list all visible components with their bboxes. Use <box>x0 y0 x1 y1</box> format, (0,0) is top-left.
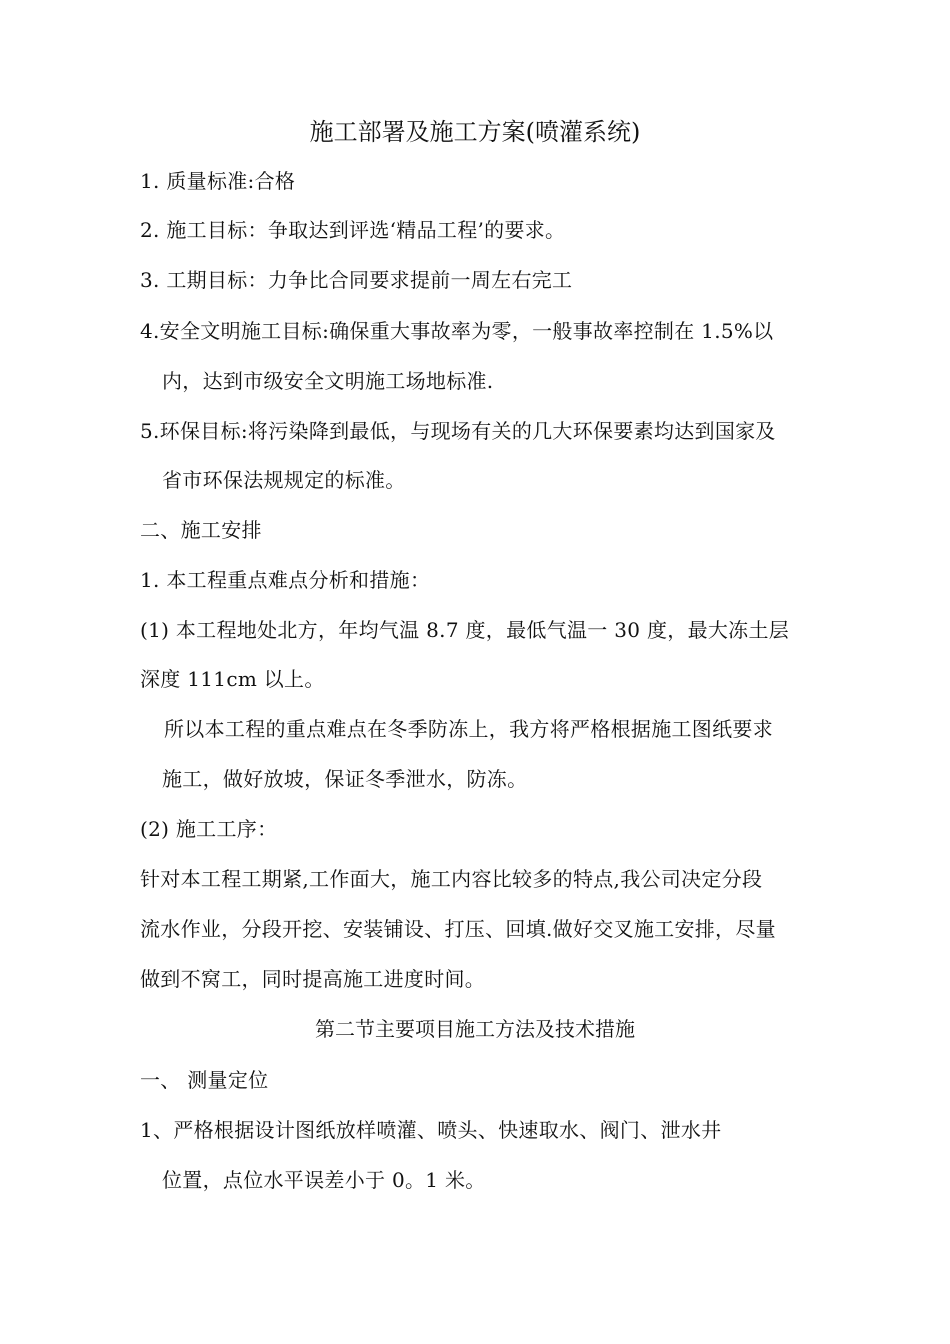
document-title: 施工部署及施工方案(喷灌系统) <box>309 118 641 146</box>
procedure-line-3: 做到不窝工，同时提高施工进度时间。 <box>140 967 486 991</box>
survey-heading: 一、 测量定位 <box>140 1068 269 1092</box>
environment-goal-continuation: 省市环保法规规定的标准。 <box>162 468 406 492</box>
survey-line-1: 1、严格根据设计图纸放样喷灌、喷头、快速取水、阀门、泄水井 <box>140 1118 722 1142</box>
climate-continuation: 深度 111cm 以上。 <box>140 667 325 691</box>
procedure-line-1: 针对本工程工期紧,工作面大，施工内容比较多的特点,我公司决定分段 <box>140 867 763 891</box>
section-two-heading: 第二节主要项目施工方法及技术措施 <box>315 1017 635 1041</box>
construction-goal-line: 2. 施工目标：争取达到评选‘精品工程’的要求。 <box>140 218 566 242</box>
quality-standard-line: 1. 质量标准:合格 <box>140 169 296 193</box>
procedure-heading: (2) 施工工序： <box>140 817 278 841</box>
climate-line: (1) 本工程地处北方，年均气温 8.7 度，最低气温一 30 度，最大冻土层 <box>140 618 790 642</box>
antifreeze-line: 所以本工程的重点难点在冬季防冻上，我方将严格根据施工图纸要求 <box>164 717 773 741</box>
antifreeze-continuation: 施工，做好放坡，保证冬季泄水，防冻。 <box>162 767 528 791</box>
section-heading-arrangement: 二、施工安排 <box>140 518 262 542</box>
schedule-goal-line: 3. 工期目标：力争比合同要求提前一周左右完工 <box>140 268 573 292</box>
safety-goal-line: 4.安全文明施工目标:确保重大事故率为零，一般事故率控制在 1.5%以 <box>140 319 774 343</box>
safety-goal-continuation: 内，达到市级安全文明施工场地标准. <box>162 369 494 393</box>
environment-goal-line: 5.环保目标:将污染降到最低，与现场有关的几大环保要素均达到国家及 <box>140 419 776 443</box>
key-difficulties-heading: 1. 本工程重点难点分析和措施： <box>140 568 431 592</box>
procedure-line-2: 流水作业，分段开挖、安装铺设、打压、回填.做好交叉施工安排，尽量 <box>140 917 776 941</box>
survey-line-2: 位置，点位水平误差小于 0。1 米。 <box>162 1168 486 1192</box>
